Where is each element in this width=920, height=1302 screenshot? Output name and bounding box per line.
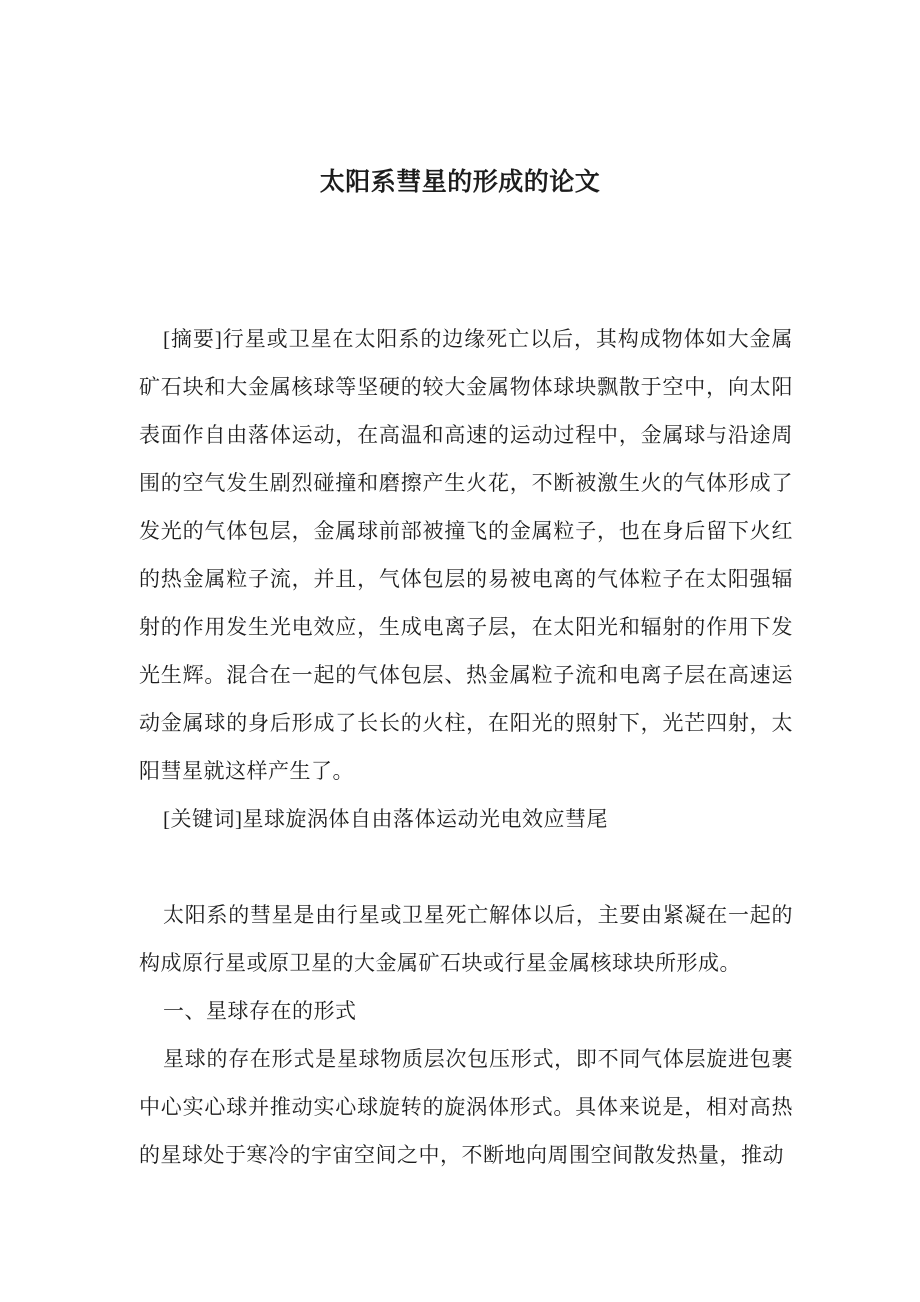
keywords-line: [关键词]星球旋涡体自由落体运动光电效应彗尾 xyxy=(163,807,608,831)
document-title: 太阳系彗星的形成的论文 xyxy=(319,169,601,196)
document-body xyxy=(139,315,793,1179)
abstract-paragraph: [摘要]行星或卫星在太阳系的边缘死亡以后，其构成物体如大金属矿石块和大金属核球等坚硬的较大金属物体球块飘散于空中，向太阳表面作自由落体运动，在高温和高速的运动过程中，金属球与沿途周围的空气发生剧烈碰撞和磨擦产生火花，不断被激生火的气体形成了发光的气体包层，金属球前部被撞飞的金属粒子，也在身后留下火红的热金属粒子流，并且，气体包层的易被电离的气体粒子在太阳强辐射的作用发生光电效应，生成电离子层，在太阳光和辐射的作用下发光生辉。混合在一起的气体包层、热金属粒子流和电离子层在高速运动金属球的身后形成了长长的火柱，在阳光的照射下，光芒四射，太阳彗星就这样产生了。 xyxy=(139,327,793,783)
section-heading-1: 一、星球存在的形式 xyxy=(163,999,357,1023)
body-paragraph-1: 太阳系的彗星是由行星或卫星死亡解体以后，主要由紧凝在一起的构成原行星或原卫星的大金属矿石块或行星金属核球块所形成。 xyxy=(139,903,793,975)
body-paragraph-2: 星球的存在形式是星球物质层次包压形式，即不同气体层旋进包裹中心实心球并推动实心球旋转的旋涡体形式。具体来说是，相对高热的星球处于寒冷的宇宙空间之中，不断地向周围空间散发热量，推动 xyxy=(139,1047,793,1167)
paragraph-spacer xyxy=(139,843,793,891)
